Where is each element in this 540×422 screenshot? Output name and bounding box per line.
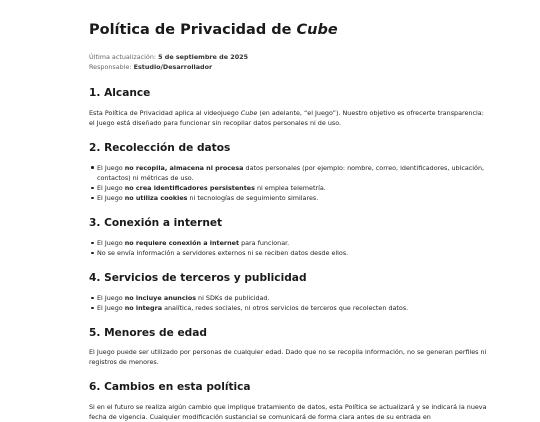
item-pre: El Juego (97, 239, 125, 247)
third-party-list (89, 293, 489, 313)
item-bold: no utiliza cookies (124, 194, 188, 203)
list-item (97, 183, 489, 193)
item-post: analítica, redes sociales, ni otros servicios de terceros que recolecten datos. (162, 304, 409, 313)
section-text-scope (89, 108, 489, 128)
scope-text-a: Esta Política de Privacidad aplica al videojuego (89, 108, 241, 117)
item-post: para funcionar. (239, 239, 290, 247)
section-text-changes: Si en el futuro se realiza algún cambio que implique tratamiento de datos, esta Política se actualizará y se indicará la nueva fecha de vigencia. Cualquier modificación sustancial se comunicará de forma clara antes de su entrada en (89, 402, 487, 421)
item-pre: El Juego (97, 184, 125, 193)
item-post: No se envía información a servidores externos ni se reciben datos desde ellos. (97, 249, 349, 258)
list-item (97, 238, 489, 248)
section-heading-minors: 5. Menores de edad (89, 327, 207, 340)
section-heading-third-party: 4. Servicios de terceros y publicidad (89, 272, 307, 285)
item-post: datos personales (por ejemplo: nombre, correo, identificadores, ubicación, contactos) ni métricas de uso. (97, 163, 485, 182)
list-item (97, 293, 489, 303)
item-bold: no requiere conexión a internet (124, 239, 240, 247)
responsible-label: Responsable: (89, 63, 134, 72)
item-pre: El Juego (97, 163, 125, 172)
item-post: ni emplea telemetría. (254, 184, 326, 193)
responsible-value: Estudio/Desarrollador (133, 63, 213, 72)
item-pre: El Juego (97, 304, 125, 313)
item-post: ni tecnologías de seguimiento similares. (187, 194, 319, 203)
scope-text-b: (en adelante, “el Juego”). Nuestro objetivo es ofrecerte transparencia: el Juego está diseñado para funcionar sin recopilar datos personales ni de uso. (89, 108, 484, 128)
list-item (97, 248, 489, 258)
item-bold: no integra (124, 304, 163, 313)
item-pre: El Juego (97, 293, 125, 302)
last-updated-label: Última actualización: (89, 53, 159, 62)
responsible (89, 63, 489, 73)
item-bold: no incluye anuncios (124, 293, 197, 302)
scope-game-name: Cube (240, 108, 258, 117)
internet-list (89, 238, 489, 258)
item-bold: no recopila, almacena ni procesa (124, 163, 244, 172)
list-item (97, 303, 489, 313)
title-game-name: Cube (296, 22, 338, 38)
section-text-minors: El Juego puede ser utilizado por personas de cualquier edad. Dado que no se recopila información, no se generan perfiles ni registros de menores. (89, 347, 487, 366)
section-heading-internet: 3. Conexión a internet (89, 217, 223, 230)
page-title (89, 22, 489, 39)
section-heading-scope: 1. Alcance (89, 87, 151, 100)
section-heading-changes: 6. Cambios en esta política (89, 381, 251, 394)
item-post: ni SDKs de publicidad. (196, 293, 270, 302)
list-item (97, 193, 489, 203)
item-pre: El Juego (97, 194, 125, 203)
last-updated (89, 53, 489, 63)
title-text: Política de Privacidad de (89, 22, 297, 38)
last-updated-value: 5 de septiembre de 2025 (158, 53, 249, 62)
item-bold: no crea identificadores persistentes (124, 184, 255, 193)
section-heading-collection: 2. Recolección de datos (89, 142, 231, 155)
collection-list (89, 163, 489, 203)
list-item (97, 163, 489, 183)
